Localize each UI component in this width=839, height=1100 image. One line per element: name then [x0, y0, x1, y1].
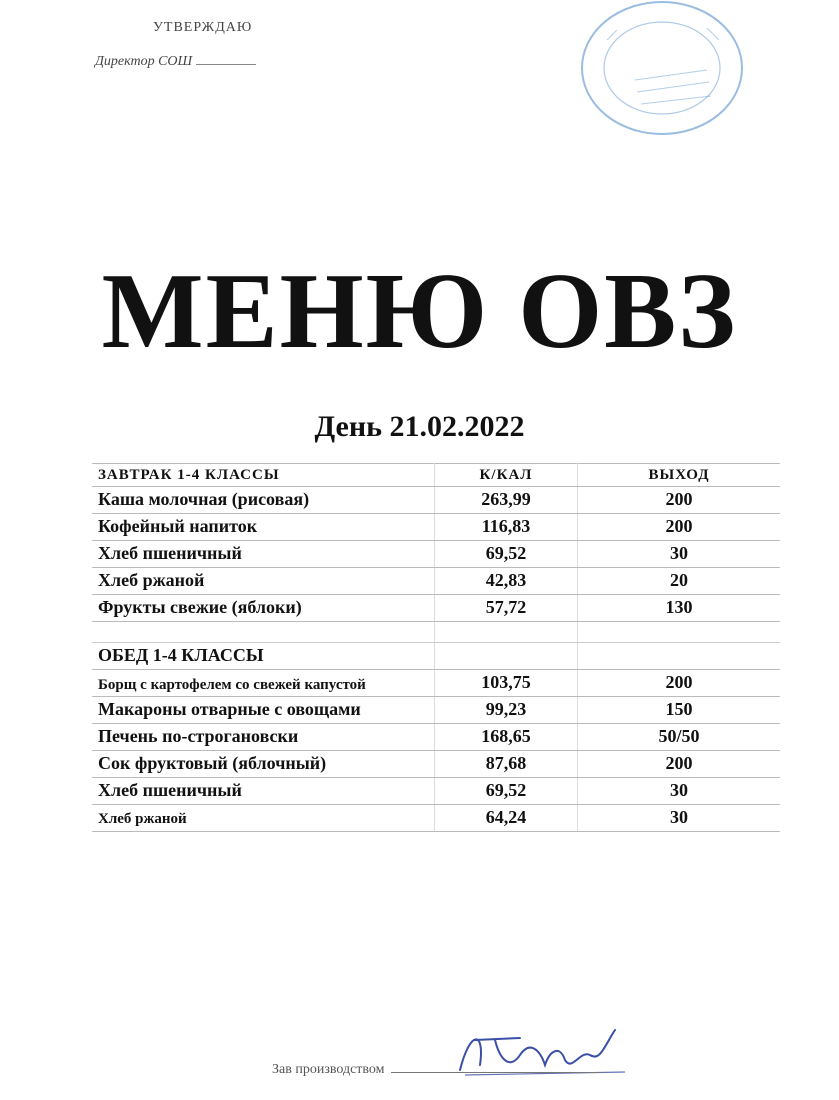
dish-name: Хлеб пшеничный [92, 777, 435, 804]
dish-portion: 130 [578, 595, 781, 622]
page-title: МЕНЮ ОВЗ [101, 252, 738, 371]
dish-name: Печень по-строгановски [92, 723, 435, 750]
table-row [92, 541, 780, 568]
dish-kcal: 263,99 [435, 487, 578, 514]
dish-portion: 200 [578, 670, 781, 697]
dish-portion: 50/50 [578, 723, 781, 750]
dish-portion: 200 [578, 514, 781, 541]
lunch-header: ОБЕД 1-4 КЛАССЫ [92, 643, 435, 670]
table-row [92, 595, 780, 622]
dish-kcal: 168,65 [435, 723, 578, 750]
spacer-row [92, 622, 780, 643]
dish-kcal: 99,23 [435, 696, 578, 723]
dish-portion: 200 [578, 750, 781, 777]
approval-block [95, 18, 295, 71]
portion-header: ВЫХОД [578, 464, 781, 487]
dish-kcal: 64,24 [435, 804, 578, 831]
dish-name: Каша молочная (рисовая) [92, 487, 435, 514]
footer-signature [272, 1062, 672, 1078]
dish-name: Борщ с картофелем со свежей капустой [92, 670, 435, 697]
table-row [92, 670, 780, 697]
approval-heading: УТВЕРЖДАЮ [153, 20, 253, 35]
table-row [92, 696, 780, 723]
signature-line [391, 1072, 601, 1073]
menu-table [92, 463, 780, 832]
dish-name: Сок фруктовый (яблочный) [92, 750, 435, 777]
dish-name: Макароны отварные с овощами [92, 696, 435, 723]
dish-name: Фрукты свежие (яблоки) [92, 595, 435, 622]
dish-kcal: 69,52 [435, 541, 578, 568]
dish-kcal: 69,52 [435, 777, 578, 804]
handwritten-signature [440, 1010, 640, 1090]
dish-portion: 30 [578, 777, 781, 804]
director-label: Директор СОШ [95, 53, 193, 69]
dish-kcal: 116,83 [435, 514, 578, 541]
dish-kcal: 103,75 [435, 670, 578, 697]
dish-portion: 30 [578, 804, 781, 831]
dish-portion: 150 [578, 696, 781, 723]
dish-kcal: 42,83 [435, 568, 578, 595]
dish-portion: 30 [578, 541, 781, 568]
table-row [92, 568, 780, 595]
dish-kcal: 57,72 [435, 595, 578, 622]
dish-name: Хлеб пшеничный [92, 541, 435, 568]
dish-kcal: 87,68 [435, 750, 578, 777]
breakfast-header: ЗАВТРАК 1-4 КЛАССЫ [92, 464, 435, 487]
lunch-header-row [92, 643, 780, 670]
table-row [92, 514, 780, 541]
table-row [92, 723, 780, 750]
dish-portion: 20 [578, 568, 781, 595]
table-row [92, 487, 780, 514]
table-row [92, 804, 780, 831]
menu-date: День 21.02.2022 [314, 410, 525, 443]
dish-name: Хлеб ржаной [92, 804, 435, 831]
kcal-header: К/КАЛ [435, 464, 578, 487]
dish-name: Хлеб ржаной [92, 568, 435, 595]
director-sign-line [196, 64, 256, 65]
dish-name: Кофейный напиток [92, 514, 435, 541]
table-row [92, 777, 780, 804]
production-head-label: Зав производством [272, 1062, 385, 1077]
dish-portion: 200 [578, 487, 781, 514]
table-header-row [92, 464, 780, 487]
round-stamp [577, 0, 747, 140]
table-row [92, 750, 780, 777]
